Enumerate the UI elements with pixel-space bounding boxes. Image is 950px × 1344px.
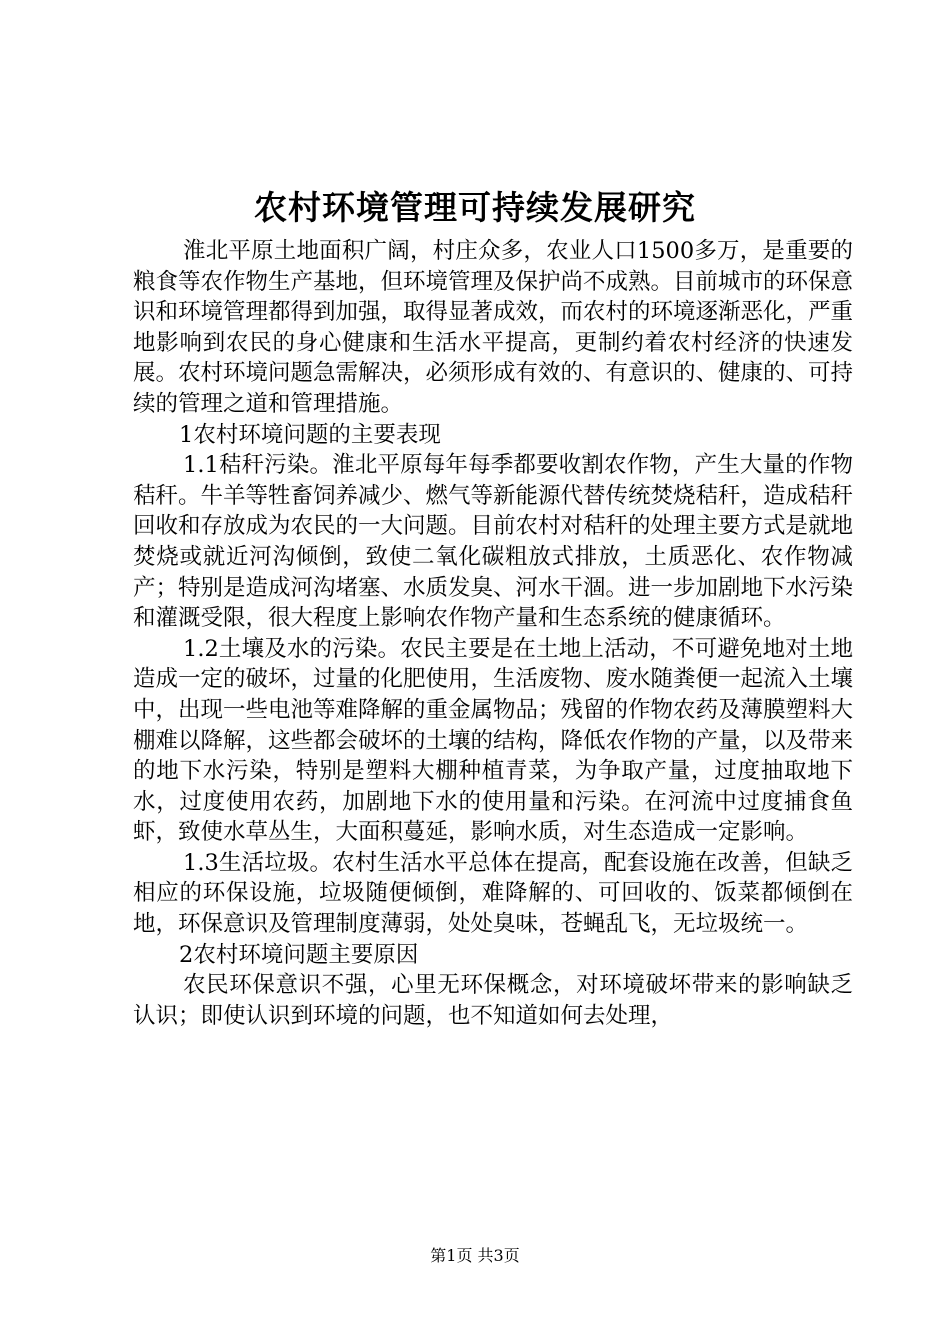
section-heading-2: 2农村环境问题主要原因 <box>179 941 419 968</box>
page-footer: 第1页 共3页 <box>430 1246 520 1265</box>
paragraph-intro: 淮北平原土地面积广阔，村庄众多，农业人口1500多万，是重要的粮食等农作物生产基地，但环境管理及保护尚不成熟。目前城市的环保意识和环境管理都得到加强，取得显著成效，而农村的环境逐渐恶化，严重地影响到农民的身心健康和生活水平提高，更制约着农村经济的快速发展。农村环境问题急需解决，必须形成有效的、有意识的、健康的、可持续的管理之道和管理措施。 <box>133 238 854 417</box>
document-body <box>133 236 853 1031</box>
paragraph-2: 农民环保意识不强，心里无环保概念，对环境破坏带来的影响缺乏认识；即使认识到环境的问题，也不知道如何去处理， <box>133 972 853 1029</box>
section-heading-1: 1农村环境问题的主要表现 <box>179 421 441 448</box>
paragraph-1-1: 1.1秸秆污染。淮北平原每年每季都要收割农作物，产生大量的作物秸秆。牛羊等牲畜饲养减少、燃气等新能源代替传统焚烧秸秆，造成秸秆回收和存放成为农民的一大问题。目前农村对秸秆的处理主要方式是就地焚烧或就近河沟倾倒，致使二氧化碳粗放式排放，土质恶化、农作物减产；特别是造成河沟堵塞、水质发臭、河水干涸。进一步加剧地下水污染和灌溉受限，很大程度上影响农作物产量和生态系统的健康循环。 <box>133 452 854 632</box>
document-title: 农村环境管理可持续发展研究 <box>254 188 696 227</box>
paragraph-1-3: 1.3生活垃圾。农村生活水平总体在提高，配套设施在改善，但缺乏相应的环保设施，垃圾随便倾倒，难降解的、可回收的、饭菜都倾倒在地，环保意识及管理制度薄弱，处处臭味，苍蝇乱飞，无垃圾统一。 <box>133 849 853 938</box>
paragraph-1-2: 1.2土壤及水的污染。农民主要是在土地上活动，不可避免地对土地造成一定的破坏，过量的化肥使用，生活废物、废水随粪便一起流入土壤中，出现一些电池等难降解的重金属物品；残留的作物农药及薄膜塑料大棚难以降解，这些都会破坏的土壤的结构，降低农作物的产量，以及带来的地下水污染，特别是塑料大棚种植青菜，为争取产量，过度抽取地下水，过度使用农药，加剧地下水的使用量和污染。在河流中过度捕食鱼虾，致使水草丛生，大面积蔓延，影响水质，对生态造成一定影响。 <box>133 635 854 846</box>
